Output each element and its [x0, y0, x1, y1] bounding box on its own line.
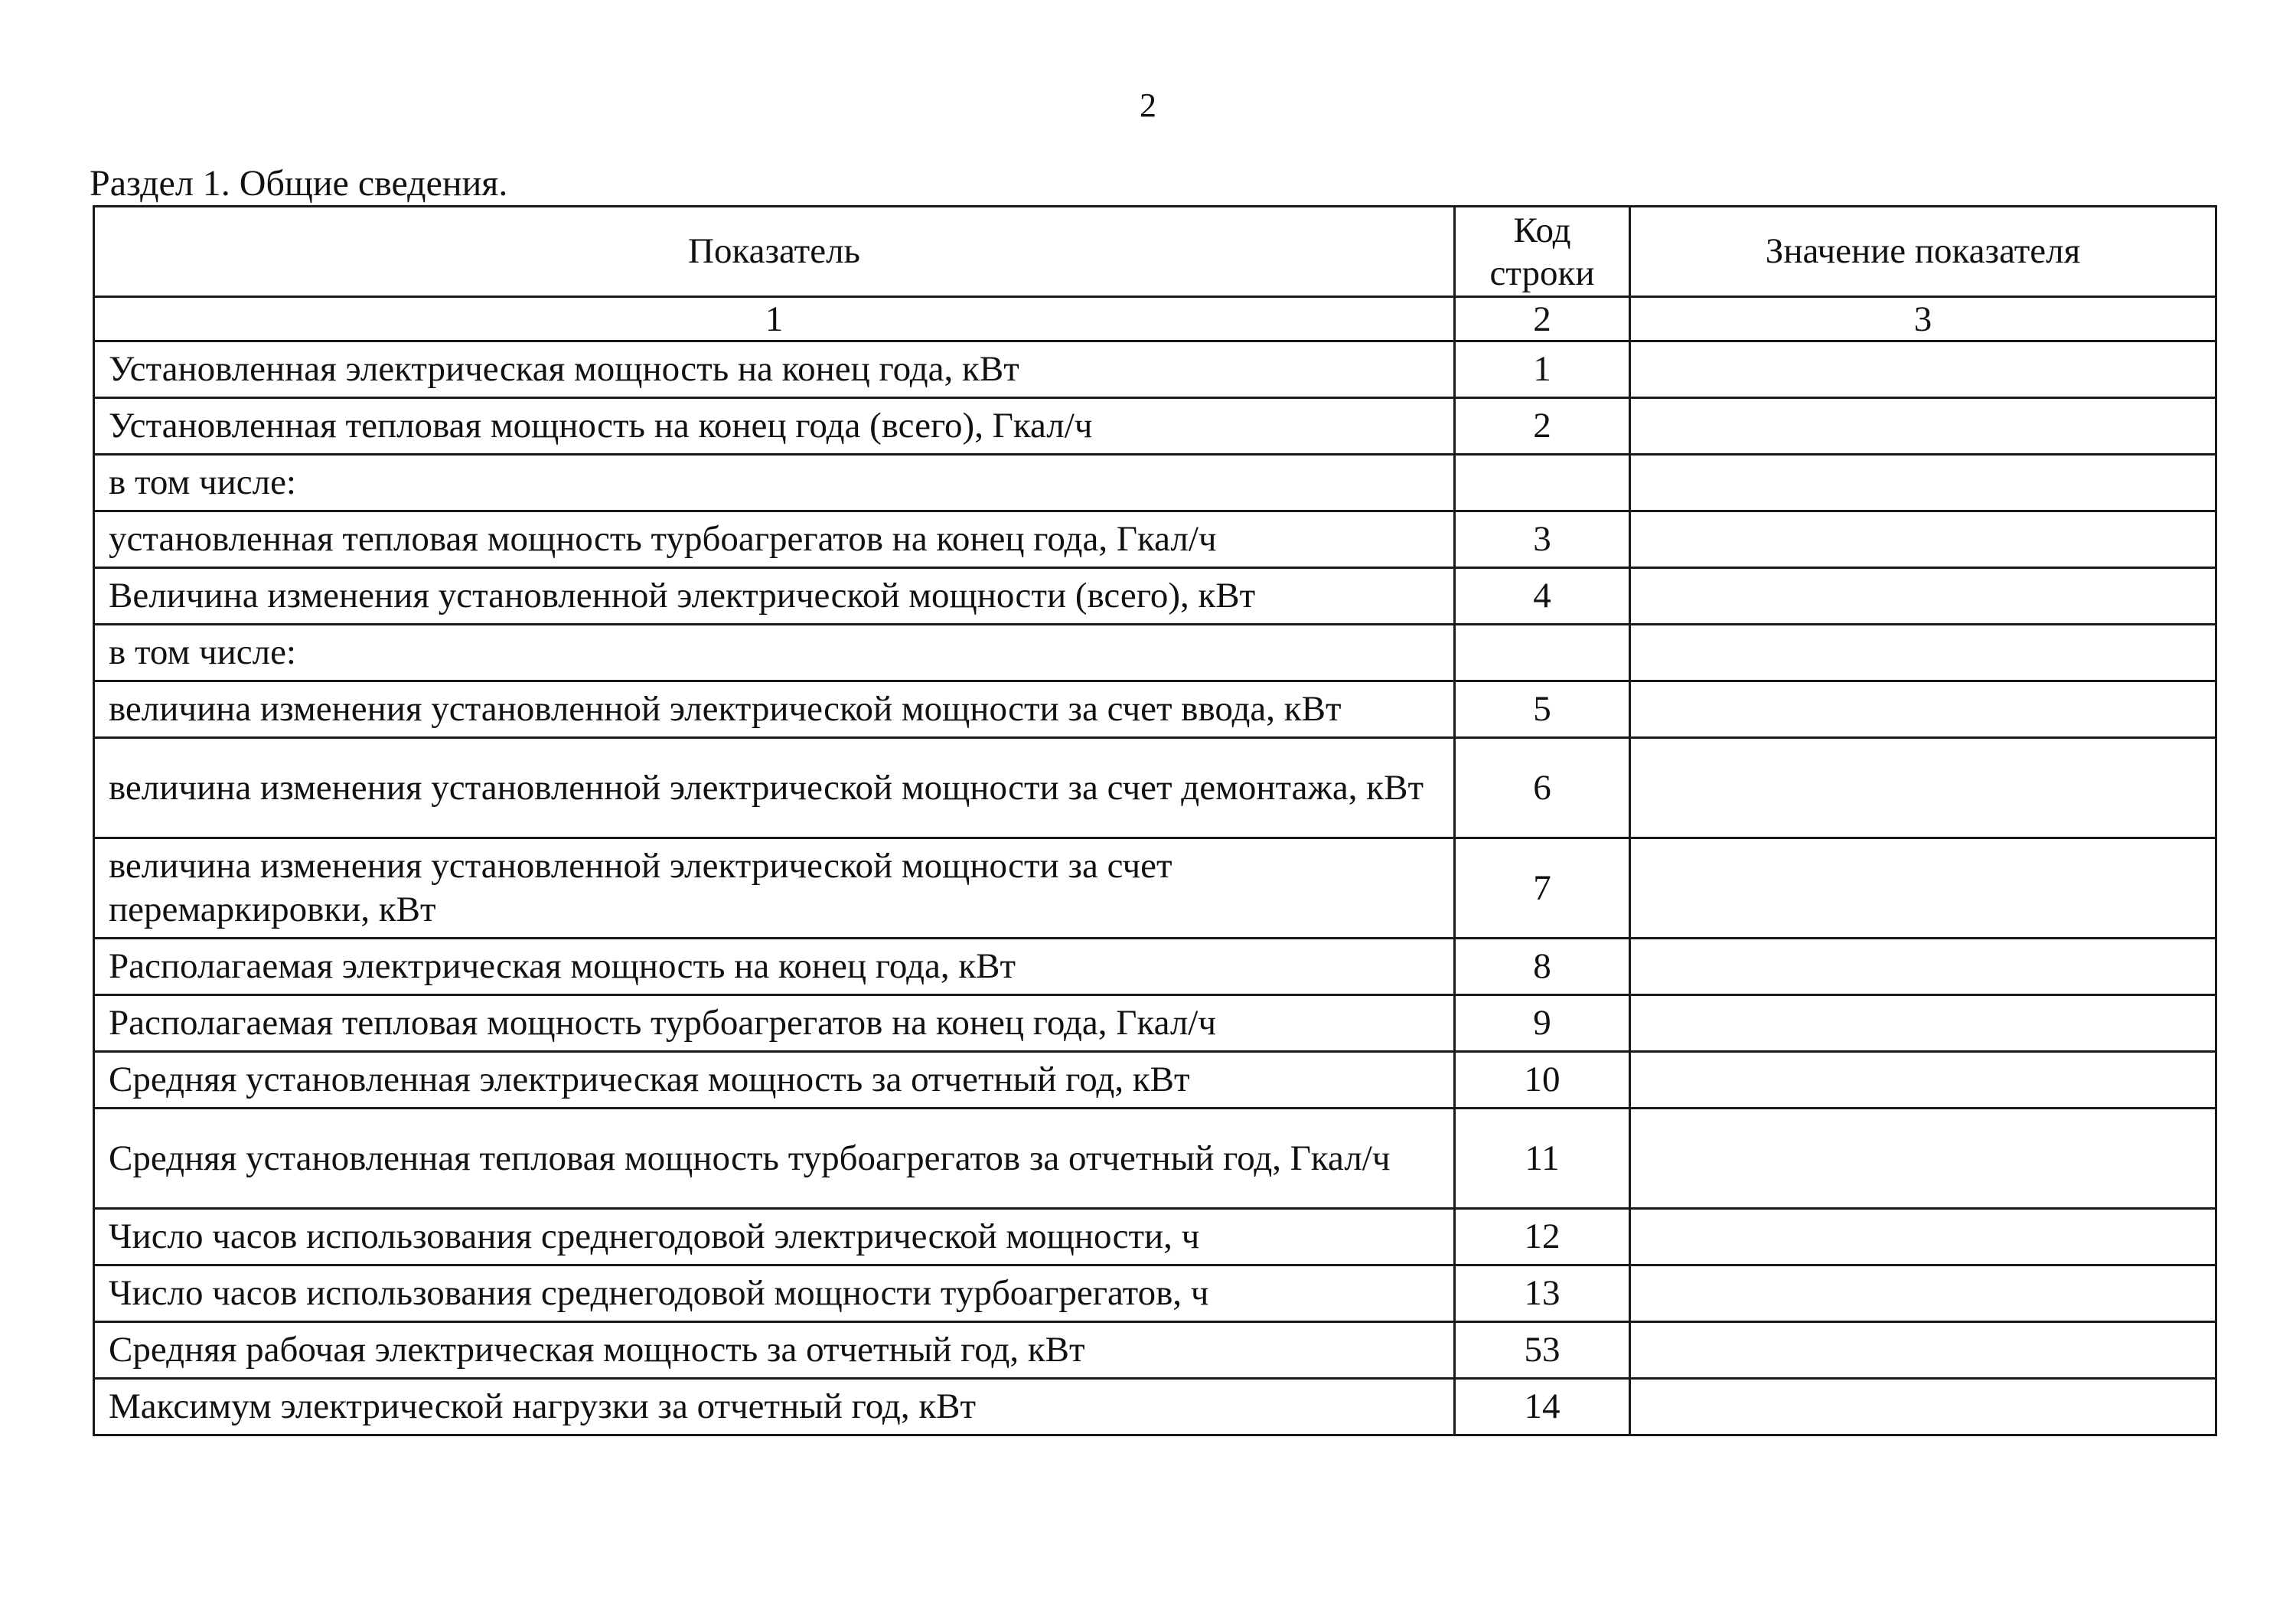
table-row — [94, 1209, 2216, 1265]
row-code: 2 — [1455, 398, 1630, 455]
row-label: Средняя рабочая электрическая мощность за отчетный год, кВт — [94, 1322, 1455, 1379]
row-value-cell[interactable] — [1630, 511, 2216, 568]
row-label: Установленная электрическая мощность на конец года, кВт — [94, 341, 1455, 398]
row-value-cell[interactable] — [1630, 1379, 2216, 1435]
row-value-cell[interactable] — [1630, 1052, 2216, 1109]
row-code — [1455, 625, 1630, 681]
row-code: 6 — [1455, 738, 1630, 838]
row-value-cell[interactable] — [1630, 681, 2216, 738]
row-code: 11 — [1455, 1109, 1630, 1209]
row-label: Средняя установленная тепловая мощность турбоагрегатов за отчетный год, Гкал/ч — [94, 1109, 1455, 1209]
row-code: 4 — [1455, 568, 1630, 625]
row-value-cell[interactable] — [1630, 939, 2216, 995]
row-label: Средняя установленная электрическая мощность за отчетный год, кВт — [94, 1052, 1455, 1109]
row-code: 1 — [1455, 341, 1630, 398]
page-number: 2 — [1140, 87, 1156, 124]
table-header-row — [94, 207, 2216, 297]
row-label: в том числе: — [94, 625, 1455, 681]
row-value-cell[interactable] — [1630, 341, 2216, 398]
row-value-cell[interactable] — [1630, 1209, 2216, 1265]
table-row — [94, 398, 2216, 455]
row-label: Максимум электрической нагрузки за отчетный год, кВт — [94, 1379, 1455, 1435]
row-label: Располагаемая электрическая мощность на конец года, кВт — [94, 939, 1455, 995]
row-label: величина изменения установленной электрической мощности за счет перемаркировки, кВт — [94, 838, 1455, 939]
table-row — [94, 939, 2216, 995]
row-code: 13 — [1455, 1265, 1630, 1322]
column-number: 3 — [1630, 297, 2216, 341]
header-row-code — [1455, 207, 1630, 297]
row-value-cell[interactable] — [1630, 398, 2216, 455]
table-row — [94, 1265, 2216, 1322]
row-label: Установленная тепловая мощность на конец года (всего), Гкал/ч — [94, 398, 1455, 455]
row-code: 12 — [1455, 1209, 1630, 1265]
header-indicator: Показатель — [94, 207, 1455, 297]
header-code-line2: строки — [1489, 253, 1595, 293]
table-row — [94, 511, 2216, 568]
row-code: 14 — [1455, 1379, 1630, 1435]
row-value-cell[interactable] — [1630, 1109, 2216, 1209]
table-row — [94, 838, 2216, 939]
section-title: Раздел 1. Общие сведения. — [90, 163, 508, 204]
row-value-cell[interactable] — [1630, 738, 2216, 838]
table-row — [94, 1322, 2216, 1379]
column-number: 2 — [1455, 297, 1630, 341]
row-code — [1455, 455, 1630, 511]
row-value-cell[interactable] — [1630, 838, 2216, 939]
header-value: Значение показателя — [1630, 207, 2216, 297]
row-label: в том числе: — [94, 455, 1455, 511]
row-code: 3 — [1455, 511, 1630, 568]
table-row — [94, 681, 2216, 738]
table-row — [94, 341, 2216, 398]
table-row — [94, 738, 2216, 838]
row-code: 9 — [1455, 995, 1630, 1052]
row-label: Располагаемая тепловая мощность турбоагрегатов на конец года, Гкал/ч — [94, 995, 1455, 1052]
column-number: 1 — [94, 297, 1455, 341]
row-code: 5 — [1455, 681, 1630, 738]
row-label: величина изменения установленной электрической мощности за счет демонтажа, кВт — [94, 738, 1455, 838]
row-code: 10 — [1455, 1052, 1630, 1109]
row-value-cell[interactable] — [1630, 1265, 2216, 1322]
table-row — [94, 995, 2216, 1052]
column-number-row — [94, 297, 2216, 341]
header-code-line1: Код — [1513, 210, 1571, 250]
table-row — [94, 1052, 2216, 1109]
row-label: величина изменения установленной электрической мощности за счет ввода, кВт — [94, 681, 1455, 738]
row-code: 53 — [1455, 1322, 1630, 1379]
row-label: Число часов использования среднегодовой электрической мощности, ч — [94, 1209, 1455, 1265]
table-row — [94, 455, 2216, 511]
row-value-cell[interactable] — [1630, 568, 2216, 625]
row-value-cell[interactable] — [1630, 995, 2216, 1052]
table-row — [94, 1379, 2216, 1435]
row-label: Величина изменения установленной электрической мощности (всего), кВт — [94, 568, 1455, 625]
row-code: 7 — [1455, 838, 1630, 939]
indicators-table — [93, 205, 2217, 1436]
row-code: 8 — [1455, 939, 1630, 995]
row-value-cell[interactable] — [1630, 455, 2216, 511]
row-value-cell[interactable] — [1630, 1322, 2216, 1379]
table-row — [94, 568, 2216, 625]
row-value-cell[interactable] — [1630, 625, 2216, 681]
table-row — [94, 1109, 2216, 1209]
row-label: установленная тепловая мощность турбоагрегатов на конец года, Гкал/ч — [94, 511, 1455, 568]
table-row — [94, 625, 2216, 681]
row-label: Число часов использования среднегодовой мощности турбоагрегатов, ч — [94, 1265, 1455, 1322]
